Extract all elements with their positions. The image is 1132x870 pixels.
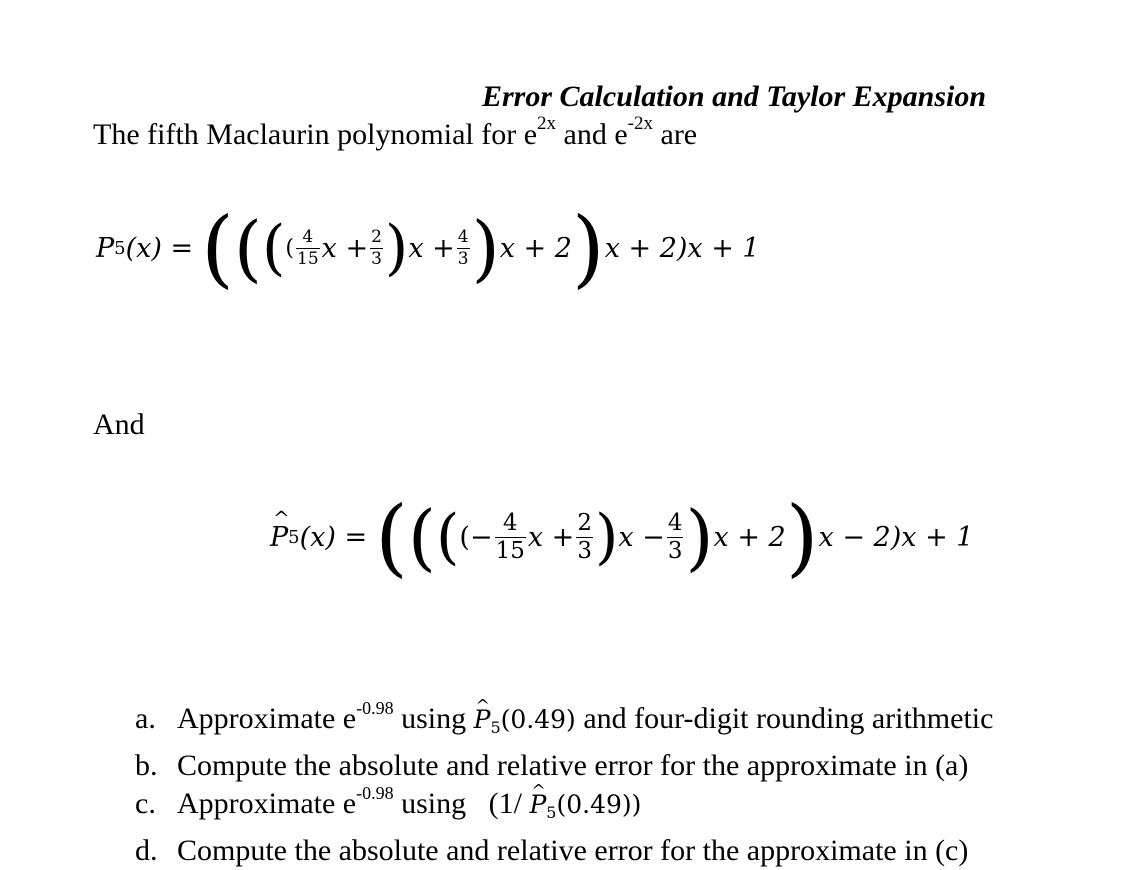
eq1-term-3: x + 2: [499, 232, 572, 264]
list-item: [135, 832, 993, 870]
paren-close-2: ): [685, 495, 714, 579]
eq2-term-0: (−: [459, 521, 493, 553]
list-marker: b.: [135, 749, 158, 782]
paren-open-3: (: [201, 199, 234, 297]
item-text: Approximate e: [177, 787, 357, 820]
paren-close-3: ): [571, 199, 605, 297]
eq2-term-3: x + 2: [713, 521, 786, 553]
paren-open-2: (: [407, 495, 436, 579]
paren-open-2: (: [233, 206, 262, 290]
eq1-lhs-sub: 5: [114, 237, 126, 259]
item-text: using (1/: [393, 787, 530, 820]
and-label: And: [93, 408, 145, 441]
intro-exponent-b: -2x: [627, 113, 653, 134]
item-p-arg: (0.49): [500, 705, 576, 734]
eq1-term-4: x + 2)x + 1: [604, 232, 760, 264]
list-marker: c.: [135, 787, 156, 820]
eq1-term-2: x +: [408, 232, 455, 264]
eq2-term-4: x − 2)x + 1: [818, 521, 974, 553]
eq2-lhs: ^ P: [270, 522, 288, 553]
intro-text-c: are: [653, 118, 698, 151]
equation-p5: [96, 199, 760, 297]
eq2-lhs-arg: (x) =: [299, 521, 368, 553]
eq1-term-1: x +: [321, 232, 369, 264]
list-marker: d.: [135, 834, 158, 867]
equation-p5-hat: [270, 488, 974, 586]
paren-open-1: (: [262, 213, 286, 283]
paren-open-0: (: [285, 235, 295, 261]
list-item: [135, 785, 993, 832]
item-exponent: -0.98: [356, 783, 394, 803]
eq1-lhs: P: [96, 232, 115, 264]
intro-text-a: The fifth Maclaurin polynomial for e: [93, 118, 538, 151]
eq1-fraction-3: $\frac{4}{3}$: [457, 226, 469, 269]
eq2-term-1: x +: [527, 521, 575, 553]
intro-exponent-a: 2x: [537, 113, 557, 134]
eq2-lhs-sub: 5: [288, 526, 300, 548]
paren-close-1: ): [594, 502, 619, 572]
eq2-fraction-1: $\frac{4}{15}$: [495, 509, 525, 564]
paren-close-2: ): [471, 206, 500, 290]
item-text: using: [393, 702, 474, 735]
item-p-sub: 5: [490, 718, 501, 737]
list-marker: a.: [135, 702, 156, 735]
paren-close-3: ): [785, 488, 819, 586]
item-p-hat: ^ P: [529, 786, 546, 824]
eq1-lhs-arg: (x) =: [125, 232, 194, 264]
paren-close-1: ): [384, 213, 409, 283]
item-exponent: -0.98: [356, 698, 394, 718]
paren-open-3: (: [375, 488, 408, 586]
eq1-fraction-1: $\frac{4}{15}$: [297, 226, 319, 269]
task-list: [135, 700, 993, 870]
intro-sentence: [93, 113, 698, 152]
item-p-sub: 5: [546, 803, 557, 822]
eq1-fraction-2: $\frac{2}{3}$: [371, 226, 382, 269]
eq2-fraction-2: $\frac{2}{3}$: [577, 509, 592, 564]
list-item: [135, 747, 993, 785]
item-p-hat: ^ P: [474, 701, 491, 739]
intro-text-b: and e: [556, 118, 628, 151]
eq2-term-2: x −: [618, 521, 665, 553]
item-text: Compute the absolute and relative error for the approximate in (a): [177, 749, 969, 782]
paren-open-1: (: [436, 502, 460, 572]
item-text: Compute the absolute and relative error for the approximate in (c): [177, 834, 969, 867]
item-text: and four-digit rounding arithmetic: [575, 702, 994, 735]
item-p-arg: (0.49)): [556, 790, 642, 819]
document-title: Error Calculation and Taylor Expansion: [482, 80, 987, 113]
list-item: [135, 700, 993, 747]
eq2-fraction-3: $\frac{4}{3}$: [667, 509, 683, 564]
item-text: Approximate e: [177, 702, 357, 735]
